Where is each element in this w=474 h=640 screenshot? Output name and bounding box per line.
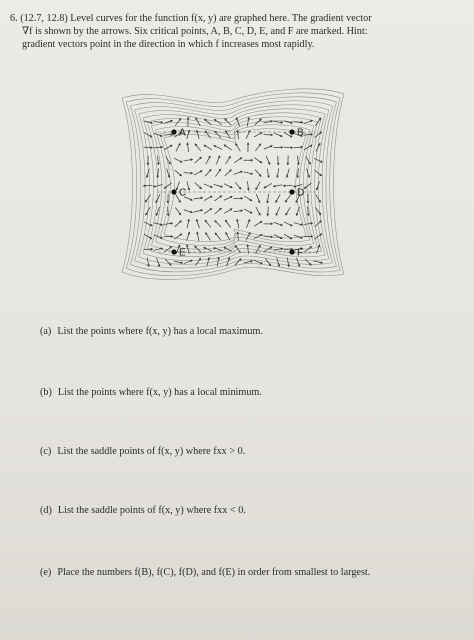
gradient-arrow (255, 170, 261, 177)
gradient-arrow (286, 207, 290, 215)
level-curve (135, 101, 333, 268)
level-curve (151, 117, 317, 253)
critical-point-label-d: D (297, 187, 305, 199)
gradient-arrow (194, 197, 203, 199)
gradient-arrow (264, 183, 272, 187)
gradient-arrow (274, 121, 283, 123)
gradient-arrow (167, 194, 169, 203)
gradient-arrow (284, 185, 293, 187)
question-e-text: Place the numbers f(B), f(C), f(D), and f(E) in order from smallest to largest. (57, 567, 371, 578)
gradient-arrow (286, 169, 289, 178)
gradient-arrow (194, 171, 202, 175)
gradient-arrow (244, 196, 252, 201)
gradient-arrow (215, 221, 221, 227)
gradient-arrow (264, 236, 273, 238)
gradient-arrow (144, 121, 153, 124)
gradient-arrow (224, 145, 231, 150)
gradient-arrow (215, 208, 222, 214)
gradient-arrow (314, 170, 321, 176)
gradient-arrow (255, 144, 260, 151)
question-a-text: List the points where f(x, y) has a local maximum. (57, 326, 263, 337)
gradient-arrow (164, 222, 173, 224)
gradient-arrow (234, 158, 241, 163)
gradient-arrow (234, 171, 242, 174)
gradient-arrow (247, 118, 249, 127)
gradient-arrow (234, 197, 243, 199)
gradient-arrow (264, 223, 273, 225)
gradient-arrow (154, 121, 163, 123)
gradient-arrow (235, 182, 241, 189)
gradient-arrow (174, 261, 183, 264)
gradient-arrow (166, 156, 171, 164)
gradient-arrow (144, 185, 153, 187)
gradient-arrow (176, 143, 180, 151)
gradient-arrow (264, 134, 273, 136)
gradient-arrow (204, 184, 212, 188)
question-e-label: (e) (40, 567, 52, 578)
question-b (40, 387, 262, 398)
gradient-arrow (194, 210, 203, 213)
gradient-arrow (247, 143, 249, 152)
gradient-arrow (254, 221, 262, 226)
question-d (40, 505, 246, 516)
gradient-arrow (274, 133, 282, 137)
gradient-arrow (304, 120, 312, 123)
gradient-arrow (154, 185, 163, 188)
gradient-arrow (244, 209, 252, 213)
gradient-arrow (254, 158, 261, 163)
gradient-arrow (246, 233, 250, 241)
critical-point-c (171, 189, 176, 194)
problem-statement (10, 12, 458, 52)
gradient-arrow (174, 158, 182, 162)
critical-point-a (171, 129, 176, 134)
gradient-arrow (314, 261, 323, 263)
gradient-arrow (187, 232, 190, 241)
question-c (40, 446, 245, 457)
gradient-arrow (154, 235, 162, 239)
problem-text-1: (12.7, 12.8) Level curves for the function f(x, y) are graphed here. The gradient vector (20, 13, 372, 24)
gradient-arrow (277, 258, 280, 267)
gradient-arrow (314, 158, 322, 162)
gradient-arrow (147, 258, 149, 267)
question-d-label: (d) (40, 505, 52, 516)
gradient-arrow (264, 247, 272, 251)
gradient-arrow (274, 235, 282, 239)
question-d-text: List the saddle points of f(x, y) where fxx < 0. (57, 505, 246, 516)
problem-number: 6. (10, 13, 18, 24)
gradient-arrow (294, 121, 303, 123)
gradient-arrow (237, 130, 239, 139)
problem-line-3: gradient vectors point in the direction in which f increases most rapidly. (22, 39, 315, 51)
gradient-arrow (237, 232, 239, 241)
gradient-arrow (154, 223, 163, 226)
question-b-label: (b) (40, 387, 52, 398)
gradient-arrow (224, 209, 232, 214)
gradient-arrow (304, 134, 313, 136)
question-a-label: (a) (40, 326, 52, 337)
gradient-arrow (285, 195, 290, 202)
gradient-arrow (195, 157, 202, 163)
gradient-arrow (184, 172, 193, 174)
gradient-arrow (256, 194, 260, 202)
critical-point-label-c: C (179, 187, 187, 199)
gradient-arrow (264, 146, 272, 150)
gradient-arrow (266, 156, 270, 164)
gradient-arrow (226, 156, 231, 164)
gradient-arrow (254, 133, 262, 137)
critical-point-label-a: A (179, 127, 186, 139)
gradient-arrow (187, 118, 189, 127)
critical-point-label-e: E (179, 247, 186, 259)
critical-point-e (171, 249, 176, 254)
gradient-arrow (244, 172, 253, 175)
gradient-arrow (214, 196, 221, 201)
gradient-arrow (164, 134, 173, 136)
critical-point-label-f: F (297, 247, 304, 259)
gradient-arrow (154, 146, 163, 148)
gradient-arrow (276, 194, 280, 202)
gradient-arrow (306, 156, 311, 164)
gradient-arrow (195, 144, 201, 151)
level-curve (156, 121, 314, 249)
gradient-arrow (205, 170, 211, 177)
gradient-arrow (315, 221, 322, 227)
gradient-arrow (167, 207, 169, 216)
gradient-arrow (205, 220, 211, 227)
gradient-arrow (225, 220, 230, 227)
gradient-arrow (225, 170, 231, 176)
gradient-arrow (316, 195, 321, 203)
gradient-arrow (144, 222, 152, 226)
gradient-arrow (304, 235, 313, 237)
gradient-arrow (204, 209, 211, 214)
gradient-arrow (196, 232, 198, 241)
gradient-arrow (277, 168, 279, 177)
gradient-arrow (145, 195, 150, 202)
gradient-arrow (246, 220, 250, 228)
gradient-arrow (274, 146, 283, 148)
gradient-arrow (186, 245, 189, 254)
gradient-arrow (196, 220, 199, 229)
question-e (40, 567, 370, 578)
gradient-arrow (187, 143, 189, 152)
gradient-arrow (296, 258, 299, 266)
gradient-arrow (195, 183, 202, 189)
question-b-text: List the points where f(x, y) has a local minimum. (57, 387, 262, 398)
gradient-arrow (294, 223, 303, 226)
gradient-arrow (277, 156, 279, 165)
gradient-arrow (215, 169, 220, 176)
gradient-arrow (187, 181, 190, 190)
gradient-arrow (256, 207, 260, 215)
gradient-arrow (284, 147, 293, 149)
gradient-arrow (276, 207, 280, 215)
gradient-arrow (296, 207, 299, 215)
gradient-arrow (206, 156, 210, 164)
gradient-arrow (294, 146, 303, 148)
critical-point-d (289, 189, 294, 194)
gradient-arrow (144, 147, 153, 149)
gradient-arrow (175, 221, 182, 227)
gradient-arrow (214, 184, 223, 187)
gradient-arrow (214, 145, 222, 149)
gradient-arrow (195, 258, 200, 265)
gradient-arrow (217, 258, 219, 267)
gradient-arrow (224, 184, 232, 188)
gradient-arrow (175, 170, 182, 176)
gradient-arrow (274, 185, 283, 187)
gradient-arrow (274, 248, 283, 250)
gradient-arrow (237, 219, 239, 228)
gradient-arrow (206, 233, 211, 241)
gradient-arrow (304, 183, 311, 189)
gradient-arrow (175, 118, 181, 125)
critical-point-label-b: B (297, 127, 304, 139)
gradient-arrow (284, 222, 292, 226)
gradient-arrow (207, 258, 210, 267)
gradient-arrow (216, 156, 220, 164)
gradient-arrow (226, 258, 229, 266)
gradient-arrow (256, 182, 260, 190)
question-a (40, 326, 263, 337)
gradient-arrow (184, 159, 193, 161)
critical-point-f (289, 249, 294, 254)
gradient-arrow (244, 260, 253, 263)
gradient-arrow (247, 181, 249, 190)
gradient-arrow (274, 222, 282, 225)
gradient-arrow (244, 159, 253, 161)
problem-line-2: ∇f is shown by the arrows. Six critical points, A, B, C, D, E, and F are marked. Hint: (22, 26, 368, 38)
gradient-arrow (224, 196, 232, 200)
gradient-arrow (316, 181, 319, 190)
gradient-arrow (267, 207, 269, 216)
gradient-arrow (147, 156, 149, 165)
gradient-arrow (164, 145, 172, 149)
level-curve (160, 125, 310, 246)
gradient-arrow (314, 132, 321, 138)
gradient-arrow (236, 144, 241, 152)
level-curve-figure (112, 84, 352, 284)
question-c-label: (c) (40, 446, 52, 457)
gradient-arrow (267, 194, 269, 203)
critical-point-b (289, 129, 294, 134)
gradient-arrow (204, 145, 212, 150)
gradient-arrow (267, 168, 269, 177)
gradient-arrow (287, 156, 289, 165)
gradient-arrow (175, 207, 180, 214)
gradient-arrow (156, 194, 160, 202)
gradient-arrow (226, 233, 230, 241)
gradient-arrow (215, 233, 221, 240)
gradient-arrow (204, 196, 212, 200)
gradient-arrow (184, 210, 193, 213)
problem-line-1 (10, 12, 458, 25)
gradient-arrow (234, 210, 243, 212)
level-curves (122, 89, 344, 280)
gradient-arrow (187, 219, 190, 228)
question-c-text: List the saddle points of f(x, y) where fxx > 0. (57, 446, 246, 457)
